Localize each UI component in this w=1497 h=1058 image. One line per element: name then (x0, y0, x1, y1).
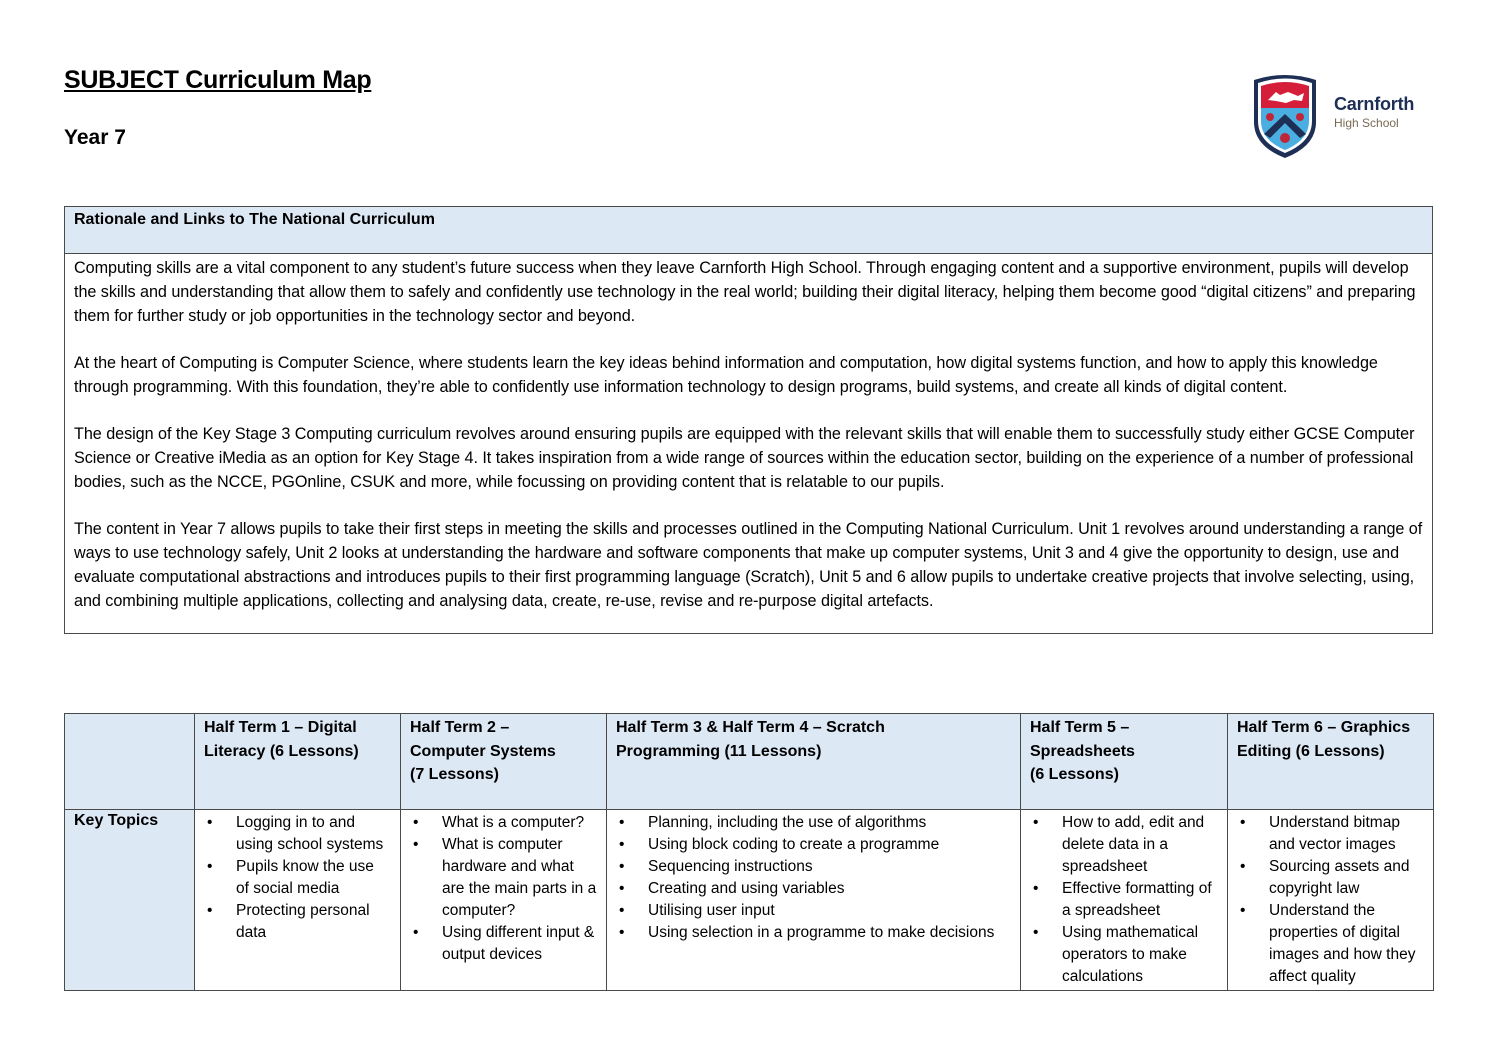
bullet-icon: • (1033, 814, 1039, 831)
list-item (616, 878, 1011, 900)
topic-list (1237, 812, 1424, 988)
header-line: Literacy (6 Lessons) (204, 742, 359, 760)
rationale-paragraph: At the heart of Computing is Computer Science, where students learn the key ideas behind information and computation, how digital systems function, and how to apply this knowledge through programming. With this foundation, they’re able to confidently use information technology to design programs, build systems, and create all kinds of digital content. (74, 354, 1378, 396)
header-line: Half Term 3 & Half Term 4 – Scratch (616, 719, 885, 736)
topic-text: Using different input & output devices (442, 924, 595, 963)
topics-cell-half-term-5 (1021, 810, 1228, 991)
rationale-box (64, 206, 1433, 634)
header-line: (7 Lessons) (410, 766, 499, 783)
header-line: Spreadsheets (1030, 742, 1135, 760)
school-subtitle: High School (1334, 116, 1399, 130)
topic-text: Understand bitmap and vector images (1269, 814, 1400, 853)
header-line: Half Term 5 – (1030, 719, 1130, 736)
topics-cell-half-term-1 (195, 810, 401, 991)
list-item (410, 834, 597, 922)
topic-text: Protecting personal data (236, 902, 370, 941)
topic-list (616, 812, 1011, 944)
bullet-icon: • (619, 902, 625, 919)
list-item (410, 812, 597, 834)
bullet-icon: • (1033, 924, 1039, 941)
bullet-icon: • (619, 836, 625, 853)
topics-cell-half-term-6 (1228, 810, 1434, 991)
bullet-icon: • (413, 924, 419, 941)
bullet-icon: • (619, 924, 625, 941)
header-line: Editing (6 Lessons) (1237, 742, 1385, 760)
list-item (1237, 812, 1424, 856)
list-item (616, 922, 1011, 944)
list-item (1030, 878, 1218, 922)
column-header-half-term-2 (401, 714, 607, 810)
header-line: Half Term 6 – Graphics (1237, 719, 1411, 736)
header-line: Computer Systems (410, 742, 556, 760)
bullet-icon: • (413, 836, 419, 853)
header-line: Half Term 1 – Digital (204, 719, 357, 736)
year-heading: Year 7 (64, 126, 126, 149)
column-header-half-term-3-4 (607, 714, 1021, 810)
school-logo (1250, 70, 1440, 160)
rationale-paragraph: Computing skills are a vital component to any student’s future success when they leave Carnforth High School. Through engaging content and a supportive environment, pupils will develop the skills and understanding that allow them to safely and confidently use technology in the real world; building their digital literacy, helping them become good “digital citizens” and preparing them for further study or job opportunities in the technology sector and beyond. (74, 259, 1416, 325)
bullet-icon: • (619, 880, 625, 897)
rationale-paragraph: The design of the Key Stage 3 Computing curriculum revolves around ensuring pupils are equipped with the relevant skills that will enable them to successfully study either GCSE Computer Science or Creative iMedia as an option for Key Stage 4. It takes inspiration from a wide range of sources within the education sector, building on the experience of a number of professional bodies, such as the NCCE, PGOnline, CSUK and more, while focussing on providing content that is relatable to our pupils. (74, 425, 1415, 491)
topic-text: Creating and using variables (648, 880, 845, 897)
topic-list (204, 812, 391, 944)
topic-text: Using mathematical operators to make calculations (1062, 924, 1199, 985)
topic-text: How to add, edit and delete data in a spreadsheet (1062, 814, 1205, 875)
list-item (616, 812, 1011, 834)
list-item (204, 856, 391, 900)
school-crest-icon (1250, 70, 1320, 160)
column-header-half-term-1 (195, 714, 401, 810)
corner-cell (65, 714, 195, 810)
topic-list (410, 812, 597, 966)
bullet-icon: • (207, 858, 213, 875)
list-item (1237, 856, 1424, 900)
bullet-icon: • (1240, 858, 1246, 875)
bullet-icon: • (1240, 902, 1246, 919)
list-item (204, 900, 391, 944)
topic-text: Sequencing instructions (648, 858, 813, 875)
topic-text: Using block coding to create a programme (648, 836, 940, 853)
topics-cell-half-term-2 (401, 810, 607, 991)
list-item (1237, 900, 1424, 988)
topic-text: Understand the properties of digital images and how they affect quality (1269, 902, 1416, 985)
column-header-half-term-5 (1021, 714, 1228, 810)
page-title: SUBJECT Curriculum Map (64, 66, 372, 94)
topic-text: Planning, including the use of algorithms (648, 814, 927, 831)
row-label: Key Topics (65, 810, 195, 991)
header-line: Half Term 2 – (410, 719, 510, 736)
topic-text: What is computer hardware and what are the main parts in a computer? (442, 836, 597, 919)
list-item (616, 834, 1011, 856)
list-item (1030, 922, 1218, 988)
topics-cell-half-term-3-4 (607, 810, 1021, 991)
header-line: (6 Lessons) (1030, 766, 1119, 783)
column-header-half-term-6 (1228, 714, 1434, 810)
curriculum-table (64, 713, 1434, 991)
list-item (616, 856, 1011, 878)
bullet-icon: • (619, 814, 625, 831)
bullet-icon: • (619, 858, 625, 875)
topic-text: Pupils know the use of social media (236, 858, 374, 897)
bullet-icon: • (1240, 814, 1246, 831)
topic-text: Effective formatting of a spreadsheet (1062, 880, 1212, 919)
school-name: Carnforth (1334, 94, 1415, 114)
topic-text: Using selection in a programme to make decisions (648, 924, 995, 941)
rationale-paragraph: The content in Year 7 allows pupils to take their first steps in meeting the skills and processes outlined in the Computing National Curriculum. Unit 1 revolves around understanding a range of ways to use technology safely, Unit 2 looks at understanding the hardware and software components that make up computer systems, Unit 3 and 4 give the opportunity to design, use and evaluate computational abstractions and introduces pupils to their first programming language (Scratch), Unit 5 and 6 allow pupils to undertake creative projects that involve selecting, using, and combining multiple applications, collecting and analysing data, create, re-use, revise and re-purpose digital artefacts. (74, 520, 1423, 610)
rationale-body (65, 254, 1432, 633)
topic-text: Logging in to and using school systems (236, 814, 384, 853)
list-item (616, 900, 1011, 922)
topic-text: What is a computer? (442, 814, 585, 831)
list-item (1030, 812, 1218, 878)
topic-list (1030, 812, 1218, 988)
bullet-icon: • (207, 814, 213, 831)
bullet-icon: • (1033, 880, 1039, 897)
rationale-heading: Rationale and Links to The National Curriculum (65, 207, 1432, 254)
topic-text: Utilising user input (648, 902, 775, 919)
table-row-key-topics (65, 810, 1434, 991)
bullet-icon: • (413, 814, 419, 831)
bullet-icon: • (207, 902, 213, 919)
list-item (204, 812, 391, 856)
list-item (410, 922, 597, 966)
header-line: Programming (11 Lessons) (616, 742, 822, 760)
topic-text: Sourcing assets and copyright law (1269, 858, 1410, 897)
table-header-row (65, 714, 1434, 810)
